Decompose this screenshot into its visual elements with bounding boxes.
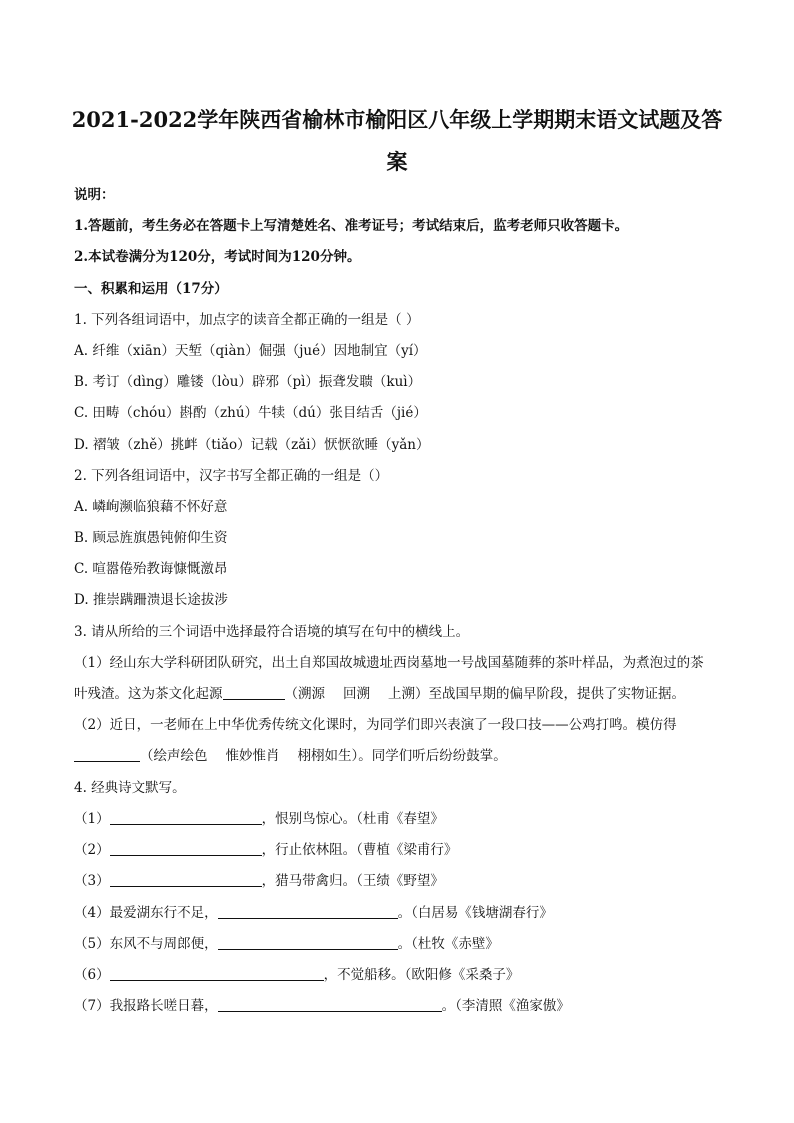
q4-item-blank[interactable] [110, 966, 324, 981]
notes-item-2: 2.本试卷满分为120分，考试时间为120分钟。 [74, 249, 361, 265]
q3-part2-line2 [74, 746, 734, 766]
q4-item-source: ，不觉船移。（欧阳修《采桑子》 [323, 967, 520, 983]
notes-heading: 说明： [74, 187, 115, 203]
q4-item-blank[interactable] [218, 935, 398, 950]
notes-item-1: 1.答题前，考生务必在答题卡上写清楚姓名、准考证号；考试结束后，监考老师只收答题卡。 [74, 218, 629, 234]
q2-option-b: B. 顾忌旌旗愚钝俯仰生资 [74, 530, 228, 546]
q4-item-source: ，猎马带禽归。（王绩《野望》 [261, 873, 444, 889]
q3-stem: 3. 请从所给的三个词语中选择最符合语境的填写在句中的横线上。 [74, 624, 470, 640]
q1-stem: 1. 下列各组词语中，加点字的读音全都正确的一组是（ ） [74, 312, 420, 328]
q4-item-2 [74, 840, 734, 860]
q3-part1-option-2: 回溯 [343, 686, 370, 702]
q1-option-b: B. 考订（dìng）雕镂（lòu）辟邪（pì）振聋发聩（kuì） [74, 374, 422, 390]
q4-item-7 [74, 996, 734, 1016]
q4-stem: 4. 经典诗文默写。 [74, 780, 186, 796]
q4-item-lead: 东风不与周郎便， [109, 936, 218, 952]
document-title-line2: 案 [386, 149, 408, 174]
q3-part1-text: 叶残渣。这为茶文化起源 [74, 686, 223, 702]
q4-item-number: （7） [74, 998, 110, 1014]
q4-item-3 [74, 871, 734, 891]
q2-option-a: A. 嶙峋濒临狼藉不怀好意 [74, 499, 228, 515]
q4-item-4 [74, 903, 734, 923]
q4-item-number: （3） [74, 873, 110, 889]
q4-item-source: ，恨别鸟惊心。（杜甫《春望》 [261, 811, 444, 827]
q1-option-c: C. 田畴（chóu）斟酌（zhú）牛犊（dú）张目结舌（jié） [74, 405, 427, 421]
q4-item-number: （4） [74, 905, 110, 921]
q4-item-source: ，行止依林阻。（曹植《梁甫行》 [261, 842, 458, 858]
section-heading: 一、积累和运用（17分） [74, 281, 228, 297]
q4-item-blank[interactable] [218, 904, 398, 919]
q4-item-lead: 我报路长嗟日暮， [109, 998, 218, 1014]
q4-item-number: （5） [74, 936, 110, 952]
q3-part2-option-1: （绘声绘色 [140, 748, 208, 764]
q4-item-blank[interactable] [218, 997, 442, 1012]
q1-option-d: D. 褶皱（zhě）挑衅（tiǎo）记载（zǎi）恹恹欲睡（yǎn） [74, 437, 430, 453]
q3-part1-blank[interactable] [223, 685, 285, 700]
q3-part2-blank[interactable] [74, 747, 140, 762]
q4-item-blank[interactable] [110, 810, 262, 825]
q3-part1-option-1: （溯源 [284, 686, 325, 702]
q1-option-a: A. 纤维（xiān）天堑（qiàn）倔强（jué）因地制宜（yí） [74, 343, 427, 359]
q3-part1-line1: （1）经山东大学科研团队研究，出土自郑国故城遗址西岗墓地一号战国墓随葬的茶叶样品，为煮泡过的茶 [74, 655, 704, 671]
q4-item-blank[interactable] [110, 841, 262, 856]
q4-item-lead: 最爱湖东行不足， [109, 905, 218, 921]
q2-stem: 2. 下列各组词语中，汉字书写全都正确的一组是（） [74, 468, 389, 484]
q4-item-blank[interactable] [110, 872, 262, 887]
q3-part1-line2 [74, 684, 734, 704]
q3-part2-option-2: 惟妙惟肖 [225, 748, 280, 764]
q3-part1-option-3: 上溯）至战国早期的偏早阶段，提供了实物证据。 [388, 686, 685, 702]
q4-item-6 [74, 965, 734, 985]
q4-item-number: （2） [74, 842, 110, 858]
document-title-line1: 2021-2022学年陕西省榆林市榆阳区八年级上学期期末语文试题及答 [71, 107, 723, 132]
q2-option-c: C. 喧嚣倦殆教诲慷慨激昂 [74, 561, 228, 577]
q4-item-source: 。（杜牧《赤壁》 [397, 936, 499, 952]
q4-item-5 [74, 934, 734, 954]
q4-item-source: 。（白居易《钱塘湖春行》 [397, 905, 553, 921]
q3-part2-line1: （2）近日，一老师在上中华优秀传统文化课时，为同学们即兴表演了一段口技——公鸡打鸣。模仿得 [74, 717, 677, 733]
q3-part2-option-3: 栩栩如生）。同学们听后纷纷鼓掌。 [297, 748, 507, 764]
q4-item-1 [74, 809, 734, 829]
q4-item-number: （6） [74, 967, 110, 983]
q4-item-source: 。（李清照《渔家傲》 [441, 998, 570, 1014]
q2-option-d: D. 推崇蹒跚溃退长途拔涉 [74, 592, 228, 608]
q4-item-number: （1） [74, 811, 110, 827]
